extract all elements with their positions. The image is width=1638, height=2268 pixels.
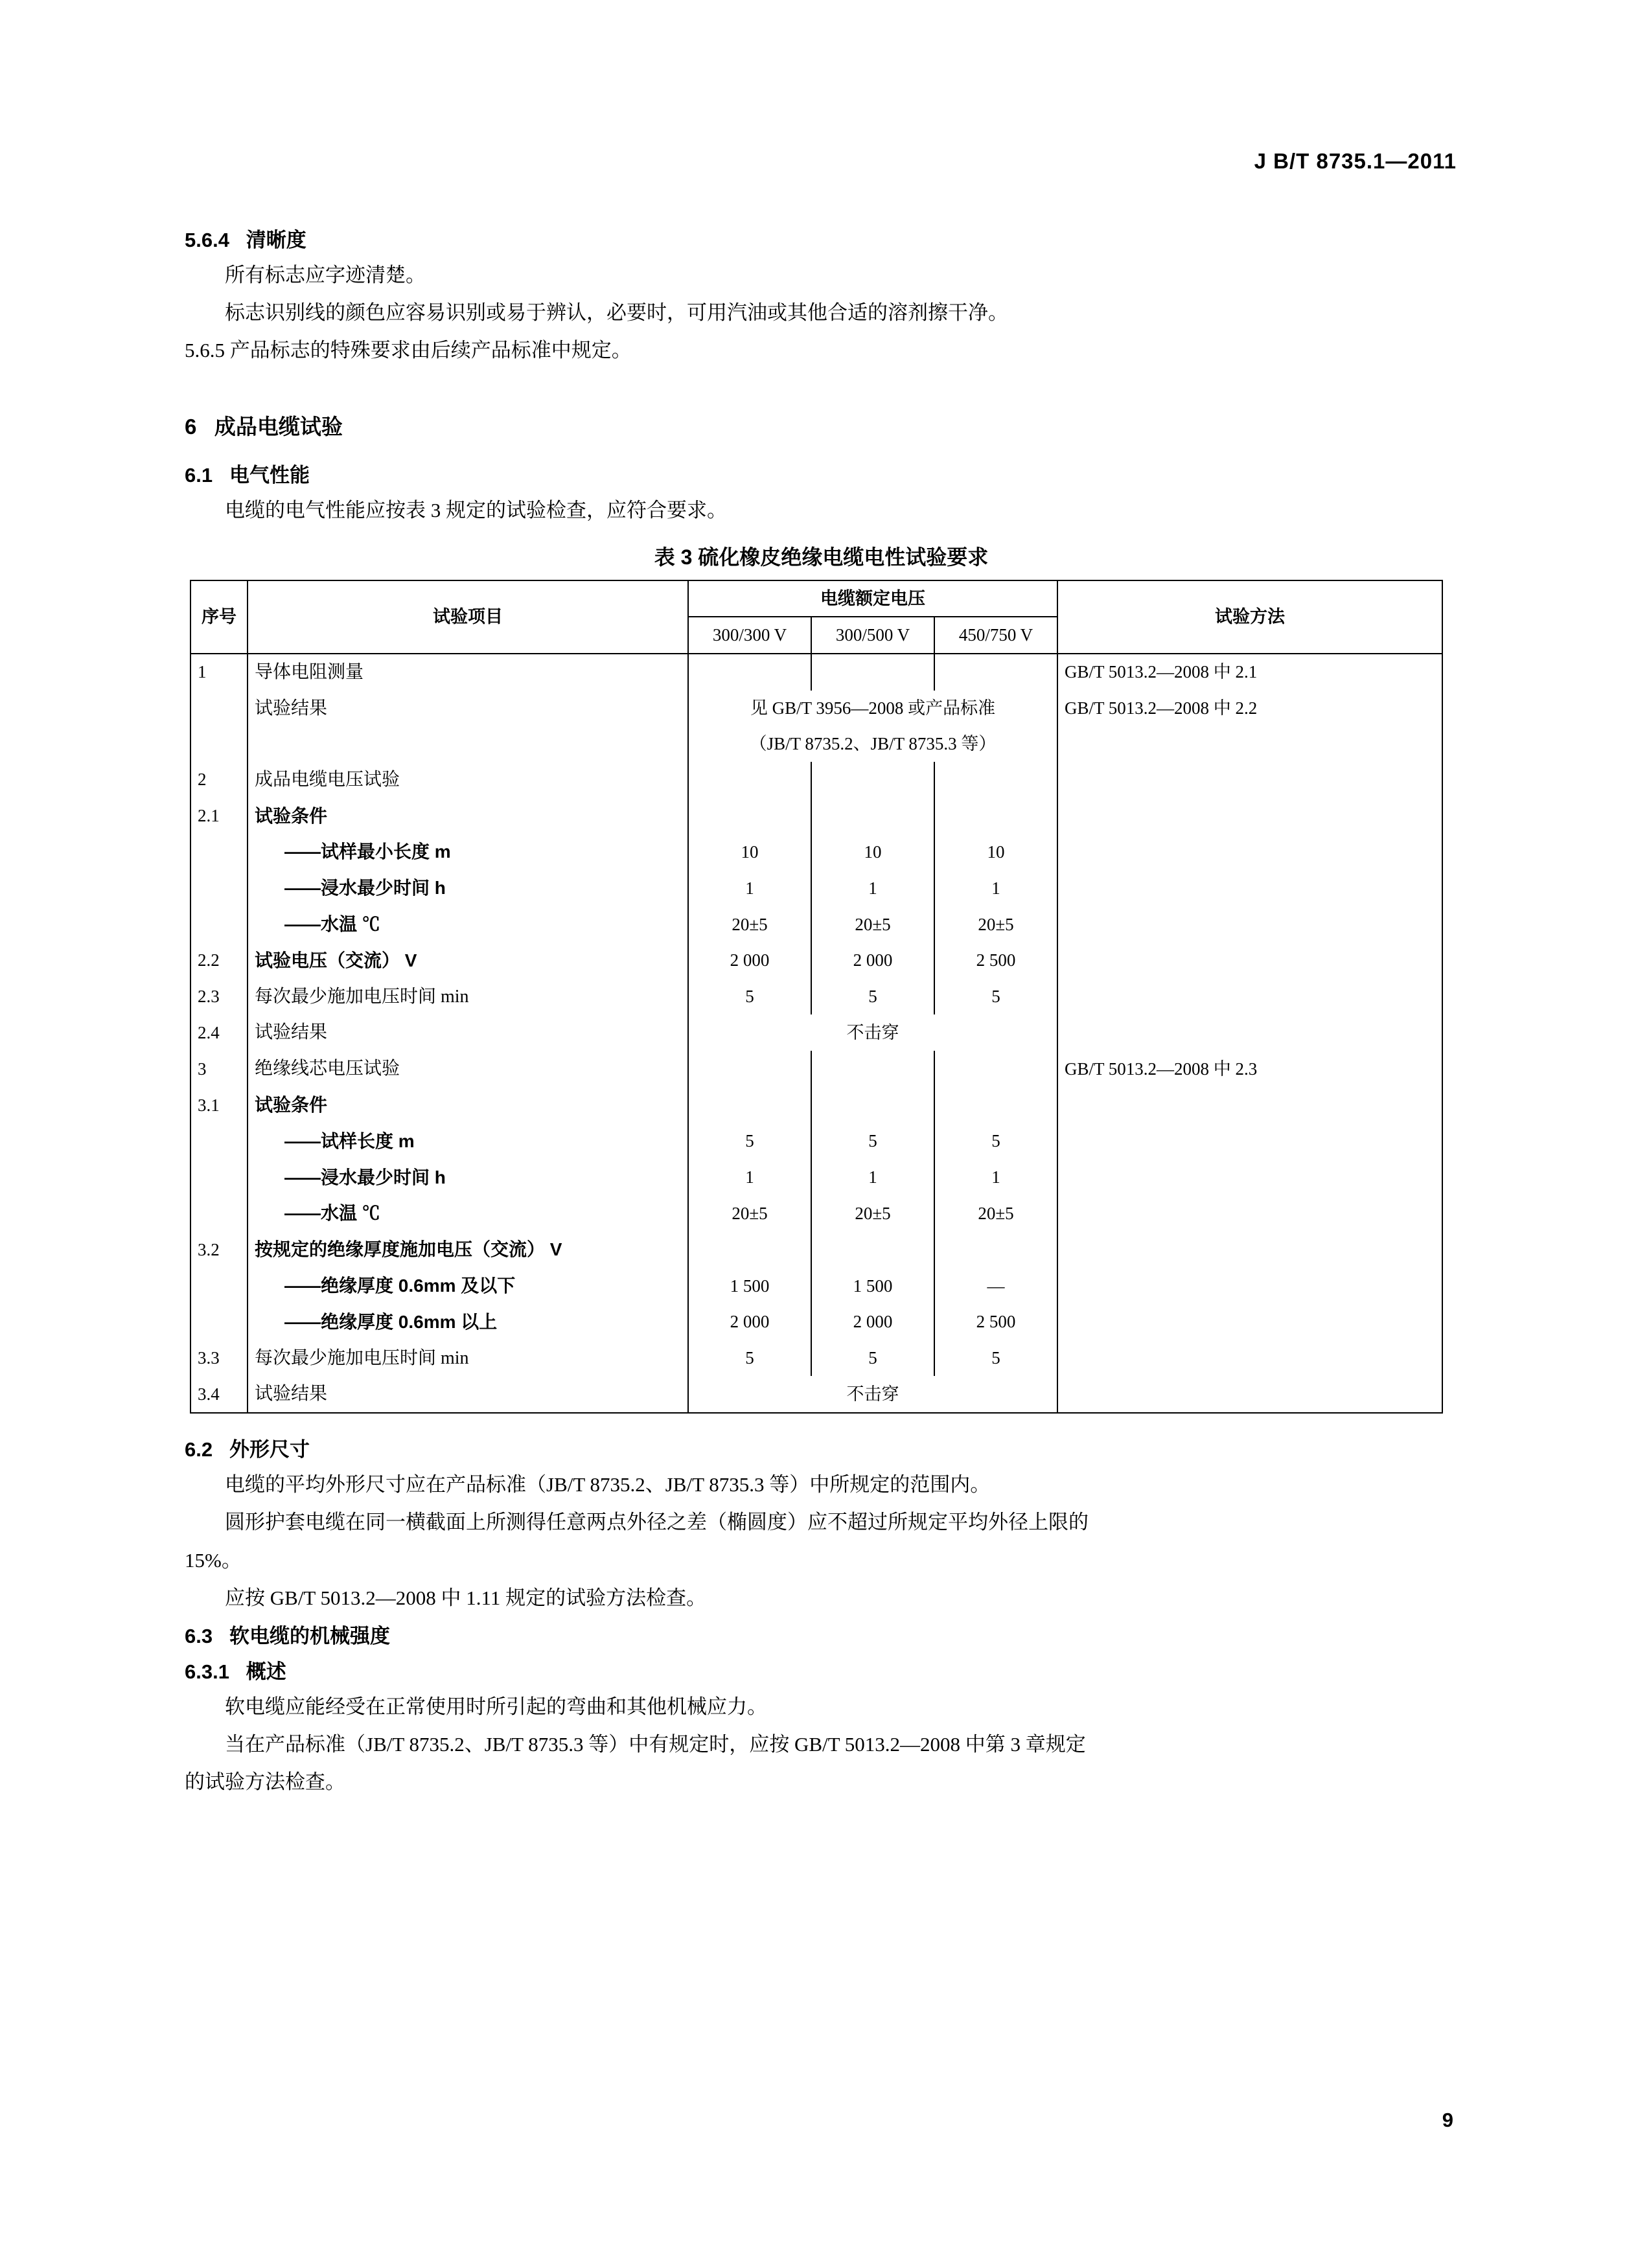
cell-method <box>1057 1160 1442 1196</box>
cell-method <box>1057 906 1442 943</box>
cell-method <box>1057 798 1442 834</box>
cell-no: 3.4 <box>190 1376 248 1413</box>
heading-5-6-4-title: 清晰度 <box>246 229 306 251</box>
cell-method <box>1057 943 1442 979</box>
cell-v1: 1 <box>688 870 811 906</box>
cell-method <box>1057 1340 1442 1377</box>
cell-v1: 10 <box>688 834 811 870</box>
th-method: 试验方法 <box>1057 580 1442 654</box>
heading-6 <box>185 410 1458 441</box>
cell-item: ——试样长度 m <box>248 1123 688 1160</box>
th-v3: 450/750 V <box>934 617 1057 653</box>
cell-v2 <box>811 654 934 691</box>
cell-v2: 20±5 <box>811 906 934 943</box>
cell-v1: 5 <box>688 1123 811 1160</box>
page-number: 9 <box>1442 2109 1453 2131</box>
cell-no <box>190 1123 248 1160</box>
table-row <box>190 1340 1442 1377</box>
table-row <box>190 1014 1442 1051</box>
page-content <box>185 223 1458 1804</box>
cell-method <box>1057 1268 1442 1304</box>
cell-span-value: （JB/T 8735.2、JB/T 8735.3 等） <box>688 726 1057 761</box>
table-row <box>190 654 1442 691</box>
cell-method <box>1057 1231 1442 1268</box>
paragraph-6-2-4: 应按 GB/T 5013.2—2008 中 1.11 规定的试验方法检查。 <box>225 1586 707 1609</box>
cell-item: 试验条件 <box>248 798 688 834</box>
cell-v3: 1 <box>934 870 1057 906</box>
cell-span-value: 不击穿 <box>688 1014 1057 1051</box>
cell-v3: 20±5 <box>934 1195 1057 1231</box>
cell-method: GB/T 5013.2—2008 中 2.3 <box>1057 1051 1442 1087</box>
cell-no: 3.3 <box>190 1340 248 1377</box>
cell-item: ——绝缘厚度 0.6mm 以上 <box>248 1304 688 1340</box>
table-row <box>190 834 1442 870</box>
table-row <box>190 1376 1442 1413</box>
page-header: J B/T 8735.1—2011 <box>1254 149 1457 173</box>
paragraph-6-2-3: 15%。 <box>185 1548 242 1572</box>
cell-v3: 2 500 <box>934 943 1057 979</box>
cell-v3 <box>934 1087 1057 1123</box>
cell-no <box>190 870 248 906</box>
table-header-row-1 <box>190 580 1442 617</box>
cell-no <box>190 726 248 761</box>
cell-item: 每次最少施加电压时间 min <box>248 979 688 1015</box>
heading-6-1-number: 6.1 <box>185 463 213 487</box>
cell-v1: 20±5 <box>688 1195 811 1231</box>
cell-v3: — <box>934 1268 1057 1304</box>
th-seq: 序号 <box>190 580 248 654</box>
cell-no: 2.3 <box>190 979 248 1015</box>
heading-6-1-title: 电气性能 <box>229 463 310 487</box>
table-row <box>190 1123 1442 1160</box>
cell-v2: 1 <box>811 870 934 906</box>
cell-v2: 5 <box>811 1123 934 1160</box>
cell-no <box>190 1268 248 1304</box>
heading-6-2 <box>185 1433 1458 1462</box>
table-row <box>190 762 1442 798</box>
cell-item: 导体电阻测量 <box>248 654 688 691</box>
paragraph-5-6-4-1: 所有标志应字迹清楚。 <box>225 264 426 286</box>
cell-item: 按规定的绝缘厚度施加电压（交流） V <box>248 1231 688 1268</box>
cell-v3 <box>934 1051 1057 1087</box>
cell-v2 <box>811 1051 934 1087</box>
table-row <box>190 726 1442 761</box>
cell-item: 成品电缆电压试验 <box>248 762 688 798</box>
cell-no <box>190 906 248 943</box>
cell-v2: 1 500 <box>811 1268 934 1304</box>
heading-6-3-1-number: 6.3.1 <box>185 1660 229 1683</box>
cell-v2: 20±5 <box>811 1195 934 1231</box>
paragraph-5-6-4-2: 标志识别线的颜色应容易识别或易于辨认，必要时，可用汽油或其他合适的溶剂擦干净。 <box>225 301 1008 325</box>
cell-item <box>248 726 688 761</box>
heading-6-number: 6 <box>185 414 197 439</box>
cell-item: ——试样最小长度 m <box>248 834 688 870</box>
heading-6-3-1-title: 概述 <box>246 1660 286 1683</box>
table-3-caption: 表 3 硫化橡皮绝缘电缆电性试验要求 <box>654 545 989 569</box>
cell-item: 试验电压（交流） V <box>248 943 688 979</box>
cell-v3: 5 <box>934 1340 1057 1377</box>
cell-v3: 5 <box>934 979 1057 1015</box>
cell-v1 <box>688 798 811 834</box>
cell-method: GB/T 5013.2—2008 中 2.1 <box>1057 654 1442 691</box>
table-row <box>190 1160 1442 1196</box>
cell-item: 试验结果 <box>248 1376 688 1413</box>
heading-5-6-4 <box>185 223 1458 253</box>
cell-v3: 10 <box>934 834 1057 870</box>
cell-v2: 5 <box>811 979 934 1015</box>
heading-6-3-title: 软电缆的机械强度 <box>229 1625 390 1647</box>
cell-v1: 2 000 <box>688 1304 811 1340</box>
paragraph-6-1-1: 电缆的电气性能应按表 3 规定的试验检查，应符合要求。 <box>225 498 727 521</box>
table-row <box>190 906 1442 943</box>
cell-method <box>1057 979 1442 1015</box>
table-row <box>190 691 1442 727</box>
table-row <box>190 1304 1442 1340</box>
paragraph-5-6-5: 5.6.5 产品标志的特殊要求由后续产品标准中规定。 <box>185 339 632 362</box>
table-row <box>190 1087 1442 1123</box>
cell-span-value: 见 GB/T 3956—2008 或产品标准 <box>688 691 1057 727</box>
cell-v2 <box>811 1231 934 1268</box>
cell-v1 <box>688 1231 811 1268</box>
cell-v1: 1 <box>688 1160 811 1196</box>
heading-6-3-1 <box>185 1655 1458 1684</box>
heading-6-3 <box>185 1620 1458 1649</box>
table-row <box>190 870 1442 906</box>
cell-no: 1 <box>190 654 248 691</box>
cell-v1 <box>688 1087 811 1123</box>
th-item: 试验项目 <box>248 580 688 654</box>
heading-6-3-number: 6.3 <box>185 1625 213 1647</box>
cell-no: 2.2 <box>190 943 248 979</box>
table-row <box>190 1231 1442 1268</box>
cell-method <box>1057 1087 1442 1123</box>
cell-v3 <box>934 1231 1057 1268</box>
cell-v3 <box>934 798 1057 834</box>
cell-v1: 5 <box>688 979 811 1015</box>
table-row <box>190 1268 1442 1304</box>
cell-v3: 5 <box>934 1123 1057 1160</box>
table-row <box>190 798 1442 834</box>
cell-v1 <box>688 1051 811 1087</box>
table-3 <box>190 580 1443 1414</box>
cell-no: 2 <box>190 762 248 798</box>
cell-item: ——水温 ℃ <box>248 1195 688 1231</box>
cell-method <box>1057 870 1442 906</box>
cell-item: 每次最少施加电压时间 min <box>248 1340 688 1377</box>
cell-v3: 2 500 <box>934 1304 1057 1340</box>
cell-v2: 5 <box>811 1340 934 1377</box>
cell-method <box>1057 1195 1442 1231</box>
cell-item: ——浸水最少时间 h <box>248 1160 688 1196</box>
cell-v2: 1 <box>811 1160 934 1196</box>
table-row <box>190 1195 1442 1231</box>
cell-method <box>1057 1376 1442 1413</box>
cell-no <box>190 1304 248 1340</box>
cell-v3 <box>934 762 1057 798</box>
cell-method <box>1057 726 1442 761</box>
th-v1: 300/300 V <box>688 617 811 653</box>
th-v2: 300/500 V <box>811 617 934 653</box>
cell-method: GB/T 5013.2—2008 中 2.2 <box>1057 691 1442 727</box>
cell-no: 2.4 <box>190 1014 248 1051</box>
heading-6-title: 成品电缆试验 <box>214 414 343 439</box>
cell-item: ——水温 ℃ <box>248 906 688 943</box>
cell-method <box>1057 1304 1442 1340</box>
paragraph-6-3-1-3: 的试验方法检查。 <box>185 1770 345 1794</box>
heading-5-6-4-number: 5.6.4 <box>185 229 229 251</box>
cell-method <box>1057 762 1442 798</box>
cell-item: 绝缘线芯电压试验 <box>248 1051 688 1087</box>
cell-item: ——绝缘厚度 0.6mm 及以下 <box>248 1268 688 1304</box>
cell-v1: 2 000 <box>688 943 811 979</box>
cell-v1 <box>688 654 811 691</box>
cell-no: 3 <box>190 1051 248 1087</box>
cell-item: ——浸水最少时间 h <box>248 870 688 906</box>
cell-no <box>190 1160 248 1196</box>
cell-v1: 20±5 <box>688 906 811 943</box>
heading-6-2-number: 6.2 <box>185 1438 213 1461</box>
cell-span-value: 不击穿 <box>688 1376 1057 1413</box>
table-row <box>190 979 1442 1015</box>
cell-v2 <box>811 798 934 834</box>
cell-v1: 5 <box>688 1340 811 1377</box>
cell-v2: 2 000 <box>811 1304 934 1340</box>
heading-6-2-title: 外形尺寸 <box>229 1438 310 1461</box>
th-voltage-group: 电缆额定电压 <box>688 580 1057 617</box>
cell-no: 2.1 <box>190 798 248 834</box>
cell-v2 <box>811 762 934 798</box>
paragraph-6-3-1-2: 当在产品标准（JB/T 8735.2、JB/T 8735.3 等）中有规定时，应按 GB/T 5013.2—2008 中第 3 章规定 <box>225 1733 1086 1756</box>
cell-v2: 2 000 <box>811 943 934 979</box>
cell-v2 <box>811 1087 934 1123</box>
cell-no <box>190 1195 248 1231</box>
cell-v3 <box>934 654 1057 691</box>
cell-v3: 1 <box>934 1160 1057 1196</box>
cell-item: 试验结果 <box>248 1014 688 1051</box>
cell-method <box>1057 1123 1442 1160</box>
cell-v1 <box>688 762 811 798</box>
cell-no <box>190 834 248 870</box>
heading-6-1 <box>185 459 1458 488</box>
cell-v2: 10 <box>811 834 934 870</box>
cell-no: 3.1 <box>190 1087 248 1123</box>
cell-method <box>1057 1014 1442 1051</box>
cell-v1: 1 500 <box>688 1268 811 1304</box>
paragraph-6-3-1-1: 软电缆应能经受在正常使用时所引起的弯曲和其他机械应力。 <box>225 1695 767 1718</box>
cell-method <box>1057 834 1442 870</box>
cell-v3: 20±5 <box>934 906 1057 943</box>
cell-item: 试验结果 <box>248 691 688 727</box>
paragraph-6-2-1: 电缆的平均外形尺寸应在产品标准（JB/T 8735.2、JB/T 8735.3 等）中所规定的范围内。 <box>225 1473 991 1496</box>
paragraph-6-2-2: 圆形护套电缆在同一横截面上所测得任意两点外径之差（椭圆度）应不超过所规定平均外径上限的 <box>225 1511 1089 1534</box>
cell-no <box>190 691 248 727</box>
table-row <box>190 1051 1442 1087</box>
cell-no: 3.2 <box>190 1231 248 1268</box>
table-row <box>190 943 1442 979</box>
cell-item: 试验条件 <box>248 1087 688 1123</box>
